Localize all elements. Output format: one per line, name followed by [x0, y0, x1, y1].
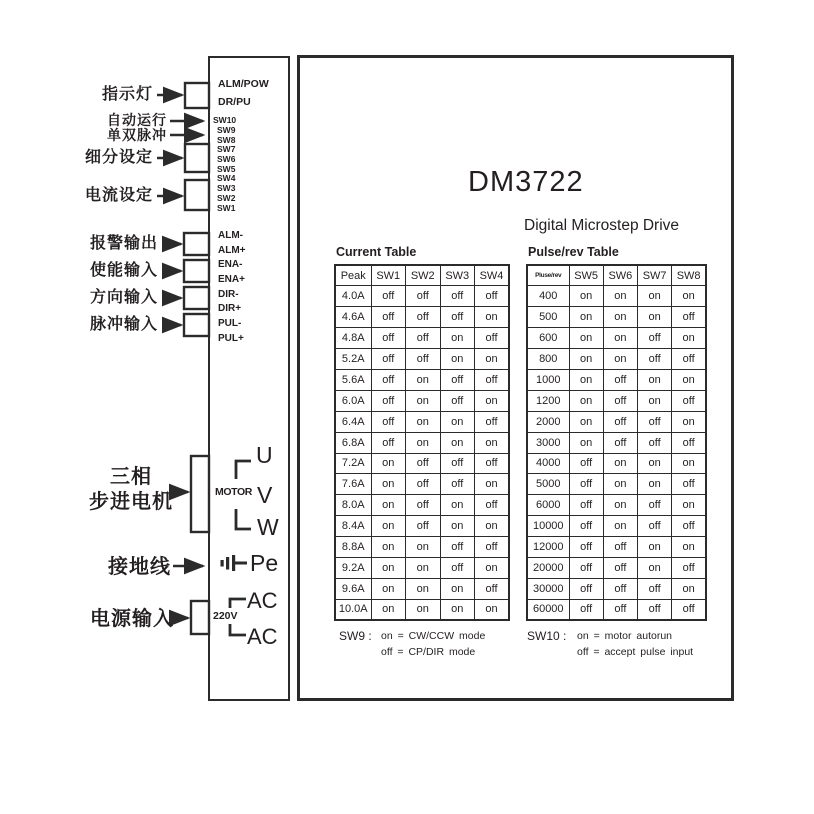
table-cell: on [371, 516, 406, 537]
table-cell: on [406, 411, 441, 432]
table-cell: on [672, 537, 706, 558]
table-cell: 6000 [527, 495, 569, 516]
pulse-table-caption: Pulse/rev Table [528, 245, 619, 259]
table-cell: off [371, 349, 406, 370]
table-cell: 400 [527, 286, 569, 307]
table-header-cell: Pluse/rev [527, 265, 569, 286]
label-direction-input: 方向输入 [89, 289, 158, 306]
table-cell: off [569, 474, 603, 495]
table-cell: off [440, 390, 475, 411]
table-header-row [527, 265, 706, 286]
table-cell: 500 [527, 307, 569, 328]
dip-switch-sw4: SW4 [217, 173, 236, 183]
dip-switch-sw2: SW2 [217, 193, 236, 203]
table-row [527, 557, 706, 578]
table-cell: off [603, 411, 637, 432]
table-cell: 9.2A [335, 557, 371, 578]
table-cell: off [440, 307, 475, 328]
table-cell: on [638, 307, 672, 328]
table-cell: on [475, 432, 510, 453]
motor-label: MOTOR [215, 486, 252, 498]
dip-switch-sw9: SW9 [217, 125, 236, 135]
table-cell: off [672, 599, 706, 620]
label-current-setting: 电流设定 [84, 187, 153, 204]
table-cell: off [440, 369, 475, 390]
sw10-note-off: off = accept pulse input [577, 646, 694, 658]
dip-switch-sw10: SW10 [213, 115, 237, 125]
table-header-cell: SW7 [638, 265, 672, 286]
table-cell: on [475, 349, 510, 370]
table-cell: 20000 [527, 557, 569, 578]
pin-alm-minus: ALM- [218, 230, 243, 241]
table-cell: off [569, 516, 603, 537]
table-cell: off [672, 390, 706, 411]
table-cell: off [672, 349, 706, 370]
table-cell: on [406, 432, 441, 453]
table-cell: on [569, 307, 603, 328]
table-cell: on [475, 307, 510, 328]
table-row [527, 328, 706, 349]
pin-dir-plus: DIR+ [218, 303, 242, 314]
dip-switch-sw3: SW3 [217, 183, 236, 193]
table-cell: 4.6A [335, 307, 371, 328]
table-cell: off [638, 328, 672, 349]
ac-pin-bottom: AC [247, 624, 278, 649]
table-header-cell: SW4 [475, 265, 510, 286]
label-three-phase-line2: 步进电机 [89, 491, 173, 513]
table-cell: off [638, 495, 672, 516]
table-cell: on [371, 474, 406, 495]
table-cell: off [371, 390, 406, 411]
table-cell: on [569, 432, 603, 453]
table-cell: on [603, 328, 637, 349]
table-cell: off [440, 286, 475, 307]
table-cell: on [603, 349, 637, 370]
connector-box-pulse [184, 314, 209, 336]
table-cell: off [371, 307, 406, 328]
table-cell: 7.2A [335, 453, 371, 474]
table-cell: off [603, 537, 637, 558]
label-alarm-output: 报警输出 [89, 235, 158, 252]
connector-box-microstep [185, 144, 209, 172]
table-cell: off [672, 474, 706, 495]
table-cell: on [638, 474, 672, 495]
table-cell: off [475, 537, 510, 558]
connector-box-enable [184, 260, 209, 282]
table-cell: 30000 [527, 578, 569, 599]
table-cell: on [475, 474, 510, 495]
table-row [335, 453, 509, 474]
table-cell: 6.8A [335, 432, 371, 453]
table-cell: on [440, 495, 475, 516]
table-cell: on [475, 516, 510, 537]
table-header-cell: SW2 [406, 265, 441, 286]
table-cell: on [638, 537, 672, 558]
table-cell: 800 [527, 349, 569, 370]
table-row [527, 390, 706, 411]
table-cell: off [406, 286, 441, 307]
table-cell: on [406, 578, 441, 599]
connection-arrows [157, 95, 203, 618]
table-cell: off [603, 557, 637, 578]
table-cell: on [371, 578, 406, 599]
table-cell: on [406, 537, 441, 558]
table-cell: on [406, 390, 441, 411]
drive-title: DM3722 [468, 166, 584, 198]
label-pulse-input: 脉冲输入 [89, 316, 158, 333]
table-cell: off [440, 557, 475, 578]
table-row [335, 328, 509, 349]
table-row [335, 307, 509, 328]
table-cell: 5.2A [335, 349, 371, 370]
current-table [334, 264, 510, 621]
sw9-note-on: on = CW/CCW mode [381, 630, 486, 642]
pin-pul-plus: PUL+ [218, 333, 244, 344]
table-cell: off [638, 411, 672, 432]
table-cell: off [569, 453, 603, 474]
table-cell: on [569, 349, 603, 370]
table-cell: on [603, 495, 637, 516]
table-cell: off [371, 432, 406, 453]
motor-pin-v: V [257, 482, 273, 508]
table-cell: on [406, 369, 441, 390]
table-cell: off [406, 453, 441, 474]
table-cell: off [475, 453, 510, 474]
voltage-label: 220V [213, 610, 238, 622]
pin-pul-minus: PUL- [218, 318, 242, 329]
table-cell: off [371, 369, 406, 390]
table-cell: off [406, 328, 441, 349]
table-cell: off [672, 516, 706, 537]
label-three-phase-line1: 三相 [110, 466, 152, 488]
table-cell: on [672, 411, 706, 432]
table-cell: on [638, 557, 672, 578]
table-cell: on [569, 411, 603, 432]
led-label-dr-pu: DR/PU [218, 96, 251, 108]
table-header-cell: SW8 [672, 265, 706, 286]
table-cell: off [603, 599, 637, 620]
table-cell: off [603, 369, 637, 390]
table-row [335, 390, 509, 411]
table-cell: off [569, 578, 603, 599]
table-cell: 6.4A [335, 411, 371, 432]
table-cell: 5.6A [335, 369, 371, 390]
table-cell: on [638, 390, 672, 411]
table-cell: 8.8A [335, 537, 371, 558]
table-cell: off [603, 390, 637, 411]
table-cell: on [371, 453, 406, 474]
pulse-rev-table [526, 264, 707, 621]
table-row [335, 349, 509, 370]
table-row [335, 495, 509, 516]
connector-box-indicator [185, 83, 209, 108]
table-row [527, 369, 706, 390]
table-cell: on [638, 286, 672, 307]
table-cell: off [569, 557, 603, 578]
sw10-note-on: on = motor autorun [577, 630, 673, 642]
table-cell: 600 [527, 328, 569, 349]
pin-alm-plus: ALM+ [218, 245, 246, 256]
label-auto-run: 自动运行 [107, 112, 167, 128]
table-cell: off [475, 328, 510, 349]
table-cell: off [440, 537, 475, 558]
dip-switch-sw7: SW7 [217, 144, 236, 154]
dip-switch-sw5: SW5 [217, 164, 236, 174]
drive-subtitle: Digital Microstep Drive [524, 217, 680, 234]
table-cell: 3000 [527, 432, 569, 453]
table-cell: off [371, 411, 406, 432]
table-cell: off [569, 537, 603, 558]
table-row [527, 349, 706, 370]
label-ground-wire: 接地线 [108, 556, 171, 578]
table-cell: off [638, 578, 672, 599]
led-label-alm-pow: ALM/POW [218, 78, 269, 90]
table-cell: on [440, 349, 475, 370]
table-cell: off [371, 286, 406, 307]
table-cell: off [569, 599, 603, 620]
table-cell: off [475, 411, 510, 432]
table-cell: on [371, 557, 406, 578]
table-cell: on [440, 599, 475, 620]
table-row [335, 369, 509, 390]
table-row [335, 557, 509, 578]
table-row [335, 599, 509, 620]
table-cell: 9.6A [335, 578, 371, 599]
label-power-input: 电源输入 [90, 608, 174, 630]
table-cell: 8.0A [335, 495, 371, 516]
dip-switch-sw1: SW1 [217, 203, 236, 213]
table-cell: on [672, 286, 706, 307]
table-cell: on [475, 390, 510, 411]
table-cell: off [371, 328, 406, 349]
table-row [527, 307, 706, 328]
table-header-cell: Peak [335, 265, 371, 286]
table-cell: on [440, 578, 475, 599]
table-cell: on [406, 557, 441, 578]
motor-bracket [191, 456, 209, 532]
table-header-cell: SW6 [603, 265, 637, 286]
table-row [335, 474, 509, 495]
table-header-cell: SW3 [440, 265, 475, 286]
table-cell: 10.0A [335, 599, 371, 620]
table-header-cell: SW1 [371, 265, 406, 286]
table-cell: on [672, 328, 706, 349]
pin-dir-minus: DIR- [218, 289, 239, 300]
table-row [335, 286, 509, 307]
table-cell: off [672, 557, 706, 578]
table-row [335, 516, 509, 537]
label-single-double-pulse: 单双脉冲 [107, 127, 167, 143]
table-cell: off [638, 516, 672, 537]
table-cell: 12000 [527, 537, 569, 558]
table-cell: 5000 [527, 474, 569, 495]
table-row [527, 432, 706, 453]
table-cell: on [603, 286, 637, 307]
table-cell: on [440, 411, 475, 432]
table-cell: off [440, 474, 475, 495]
table-cell: on [672, 578, 706, 599]
table-header-row [335, 265, 509, 286]
table-cell: on [603, 474, 637, 495]
label-microstep-setting: 细分设定 [84, 149, 153, 166]
table-cell: off [406, 495, 441, 516]
table-cell: 6.0A [335, 390, 371, 411]
table-cell: on [569, 369, 603, 390]
table-cell: 60000 [527, 599, 569, 620]
connector-box-current [185, 180, 209, 210]
table-cell: 4.8A [335, 328, 371, 349]
table-row [527, 411, 706, 432]
table-cell: on [638, 453, 672, 474]
table-cell: 1200 [527, 390, 569, 411]
table-cell: off [638, 349, 672, 370]
table-cell: 2000 [527, 411, 569, 432]
table-cell: on [371, 495, 406, 516]
table-cell: off [440, 453, 475, 474]
table-cell: on [440, 516, 475, 537]
table-row [527, 537, 706, 558]
table-header-cell: SW5 [569, 265, 603, 286]
pin-ena-plus: ENA+ [218, 274, 245, 285]
table-cell: off [672, 432, 706, 453]
table-cell: on [672, 369, 706, 390]
table-cell: on [603, 516, 637, 537]
label-three-phase-stepper-motor [84, 465, 178, 515]
sw10-note-label: SW10 : [527, 629, 567, 643]
table-cell: on [371, 537, 406, 558]
ground-pin-pe: Pe [250, 550, 279, 576]
table-row [527, 599, 706, 620]
table-cell: off [406, 474, 441, 495]
table-cell: on [569, 390, 603, 411]
table-row [527, 474, 706, 495]
table-row [335, 411, 509, 432]
table-cell: off [638, 432, 672, 453]
label-enable-input: 使能输入 [89, 262, 158, 279]
table-cell: on [672, 453, 706, 474]
table-cell: off [475, 286, 510, 307]
motor-pin-w: W [257, 514, 279, 540]
table-row [527, 453, 706, 474]
table-cell: on [475, 599, 510, 620]
sw9-note-off: off = CP/DIR mode [381, 646, 476, 658]
table-cell: off [603, 578, 637, 599]
table-cell: 7.6A [335, 474, 371, 495]
ac-pin-top: AC [247, 588, 278, 613]
table-cell: on [440, 328, 475, 349]
table-cell: on [406, 599, 441, 620]
table-cell: on [603, 307, 637, 328]
table-cell: 10000 [527, 516, 569, 537]
table-cell: on [569, 328, 603, 349]
connector-boxes [184, 83, 209, 634]
table-row [527, 578, 706, 599]
table-cell: off [406, 307, 441, 328]
label-indicator-light: 指示灯 [101, 86, 153, 103]
table-cell: 4.0A [335, 286, 371, 307]
table-cell: off [406, 516, 441, 537]
motor-pin-u: U [256, 442, 273, 468]
table-row [527, 286, 706, 307]
table-cell: on [603, 453, 637, 474]
table-cell: on [672, 495, 706, 516]
table-cell: on [569, 286, 603, 307]
dip-switch-sw6: SW6 [217, 154, 236, 164]
connector-box-direction [184, 287, 209, 309]
table-row [335, 578, 509, 599]
table-row [335, 432, 509, 453]
table-cell: 4000 [527, 453, 569, 474]
table-row [527, 495, 706, 516]
table-cell: on [371, 599, 406, 620]
pin-ena-minus: ENA- [218, 259, 243, 270]
table-cell: off [672, 307, 706, 328]
table-cell: on [440, 432, 475, 453]
table-row [527, 516, 706, 537]
table-cell: off [569, 495, 603, 516]
table-cell: on [475, 557, 510, 578]
table-cell: off [638, 599, 672, 620]
table-cell: on [638, 369, 672, 390]
power-bracket [191, 601, 209, 634]
connector-box-alarm [184, 233, 209, 255]
table-row [335, 537, 509, 558]
table-cell: 8.4A [335, 516, 371, 537]
current-table-caption: Current Table [336, 245, 417, 259]
table-cell: off [603, 432, 637, 453]
table-cell: off [475, 495, 510, 516]
dip-switch-sw8: SW8 [217, 135, 236, 145]
table-cell: off [406, 349, 441, 370]
sw9-note-label: SW9 : [339, 629, 372, 643]
table-cell: off [475, 578, 510, 599]
table-cell: off [475, 369, 510, 390]
table-cell: 1000 [527, 369, 569, 390]
